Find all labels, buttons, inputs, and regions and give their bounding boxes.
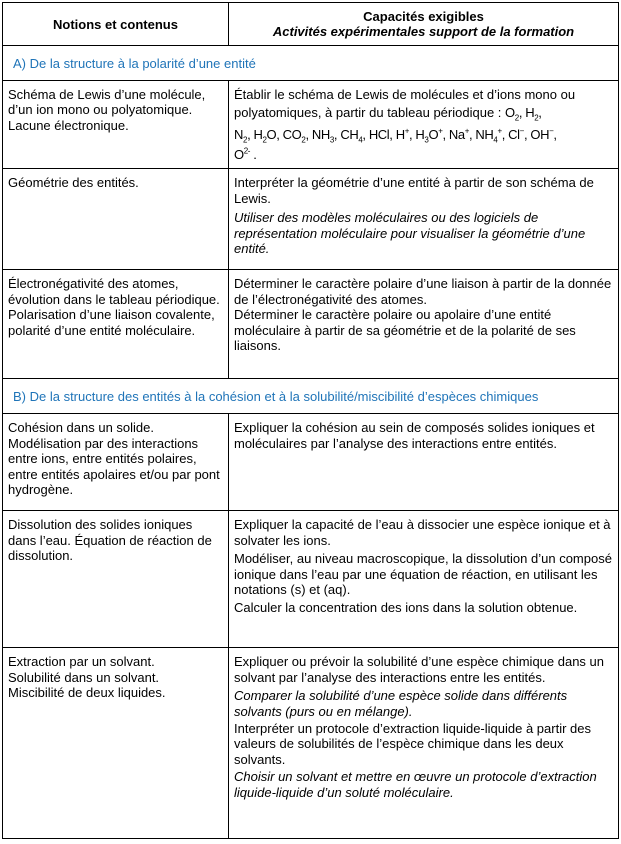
- table-row: [3, 169, 619, 270]
- capacite-text: Interpréter la géométrie d’une entité à partir de son schéma de Lewis.: [234, 175, 594, 206]
- formula-list-line3: $O^{2-}$ .: [234, 147, 257, 163]
- table-row: [3, 648, 619, 839]
- capacite-text: Déterminer le caractère polaire d’une liaison à partir de la donnée de l’électronégativité des atomes.: [234, 276, 612, 307]
- notion-cell: [3, 511, 229, 648]
- notion-text: Schéma de Lewis d’une molécule, d’un ion mono ou polyatomique.: [8, 87, 206, 118]
- capacite-text: Établir le schéma de Lewis de molécules et d’ions mono ou polyatomiques, à partir du tableau périodique :: [234, 87, 576, 121]
- program-table: [2, 2, 619, 839]
- notion-cell: [3, 414, 229, 511]
- capacite-text: Expliquer la capacité de l’eau à dissocier une espèce ionique et à solvater les ions.: [234, 517, 611, 548]
- notion-text: Miscibilité de deux liquides.: [8, 685, 166, 701]
- capacite-cell: [229, 414, 619, 511]
- capacite-text: Expliquer la cohésion au sein de composés solides ioniques et moléculaires par l’analyse des interactions entre entités.: [234, 420, 595, 451]
- section-b-title: B) De la structure des entités à la cohésion et à la solubilité/miscibilité d’espèces chimiques: [3, 379, 619, 414]
- capacite-cell: [229, 648, 619, 839]
- notion-text: Polarisation d’une liaison covalente, polarité d’une entité moléculaire.: [8, 307, 215, 338]
- table-header-row: [3, 3, 619, 46]
- section-b-row: [3, 379, 619, 414]
- capacite-text: Interpréter un protocole d’extraction liquide-liquide à partir des valeurs de solubilités de l’espèce chimique dans les deux solvants.: [234, 721, 591, 767]
- capacite-text: Expliquer ou prévoir la solubilité d’une espèce chimique dans un solvant par l’analyse des interactions entre les entités.: [234, 654, 605, 685]
- notion-cell: [3, 270, 229, 379]
- notion-text: Lacune électronique.: [8, 117, 129, 133]
- capacite-text: Modéliser, au niveau macroscopique, la dissolution d’un composé ionique dans l’eau par une équation de réaction, en utilisant les notations (s) et (aq).: [234, 551, 612, 598]
- section-a-title: A) De la structure à la polarité d’une entité: [3, 46, 619, 81]
- notion-cell: [3, 169, 229, 270]
- notion-text: Extraction par un solvant.: [8, 654, 155, 670]
- header-capacites-title: Capacités exigibles: [363, 9, 484, 24]
- table-row: [3, 270, 619, 379]
- header-notions: Notions et contenus: [3, 3, 229, 46]
- capacite-cell: [229, 270, 619, 379]
- table-row: [3, 81, 619, 169]
- table-row: [3, 511, 619, 648]
- notion-cell: [3, 81, 229, 169]
- activite-text: Choisir un solvant et mettre en œuvre un protocole d’extraction liquide-liquide d’un soluté moléculaire.: [234, 769, 597, 800]
- formula-list-line1: $O_2$, $H_2$,: [505, 105, 542, 123]
- notion-text: Dissolution des solides ioniques dans l’eau. Équation de réaction de dissolution.: [8, 517, 212, 564]
- capacite-text: Déterminer le caractère polaire ou apolaire d’une entité moléculaire à partir de sa géométrie et de la polarité de ses liaisons.: [234, 307, 576, 354]
- formula-list-line2: $N_2$, $H_2O$, $CO_2$, $NH_3$, $CH_4$, HCl, H+, $H_3O^+$, Na+, $NH_4^+$, Cl−, OH−,: [234, 127, 557, 145]
- notion-text: Géométrie des entités.: [8, 175, 139, 191]
- section-a-row: [3, 46, 619, 81]
- header-capacites-subtitle: Activités expérimentales support de la formation: [272, 24, 575, 39]
- notion-text: Solubilité dans un solvant.: [8, 669, 160, 685]
- capacite-cell: [229, 511, 619, 648]
- capacite-cell: [229, 81, 619, 169]
- capacite-text: Calculer la concentration des ions dans la solution obtenue.: [234, 600, 578, 616]
- activite-text: Comparer la solubilité d’une espèce solide dans différents solvants (purs ou en mélange).: [234, 688, 568, 719]
- table-row: [3, 414, 619, 511]
- activite-text: Utiliser des modèles moléculaires ou des logiciels de représentation moléculaire pour visualiser la géométrie d’une entité.: [234, 210, 586, 257]
- capacite-cell: [229, 169, 619, 270]
- notion-text: Modélisation par des interactions entre ions, entre entités polaires, entre entités apolaires et/ou par pont hydrogène.: [8, 435, 220, 498]
- header-capacites: [229, 3, 619, 46]
- notion-cell: [3, 648, 229, 839]
- notion-text: Électronégativité des atomes, évolution dans le tableau périodique.: [8, 276, 220, 307]
- notion-text: Cohésion dans un solide.: [8, 420, 154, 436]
